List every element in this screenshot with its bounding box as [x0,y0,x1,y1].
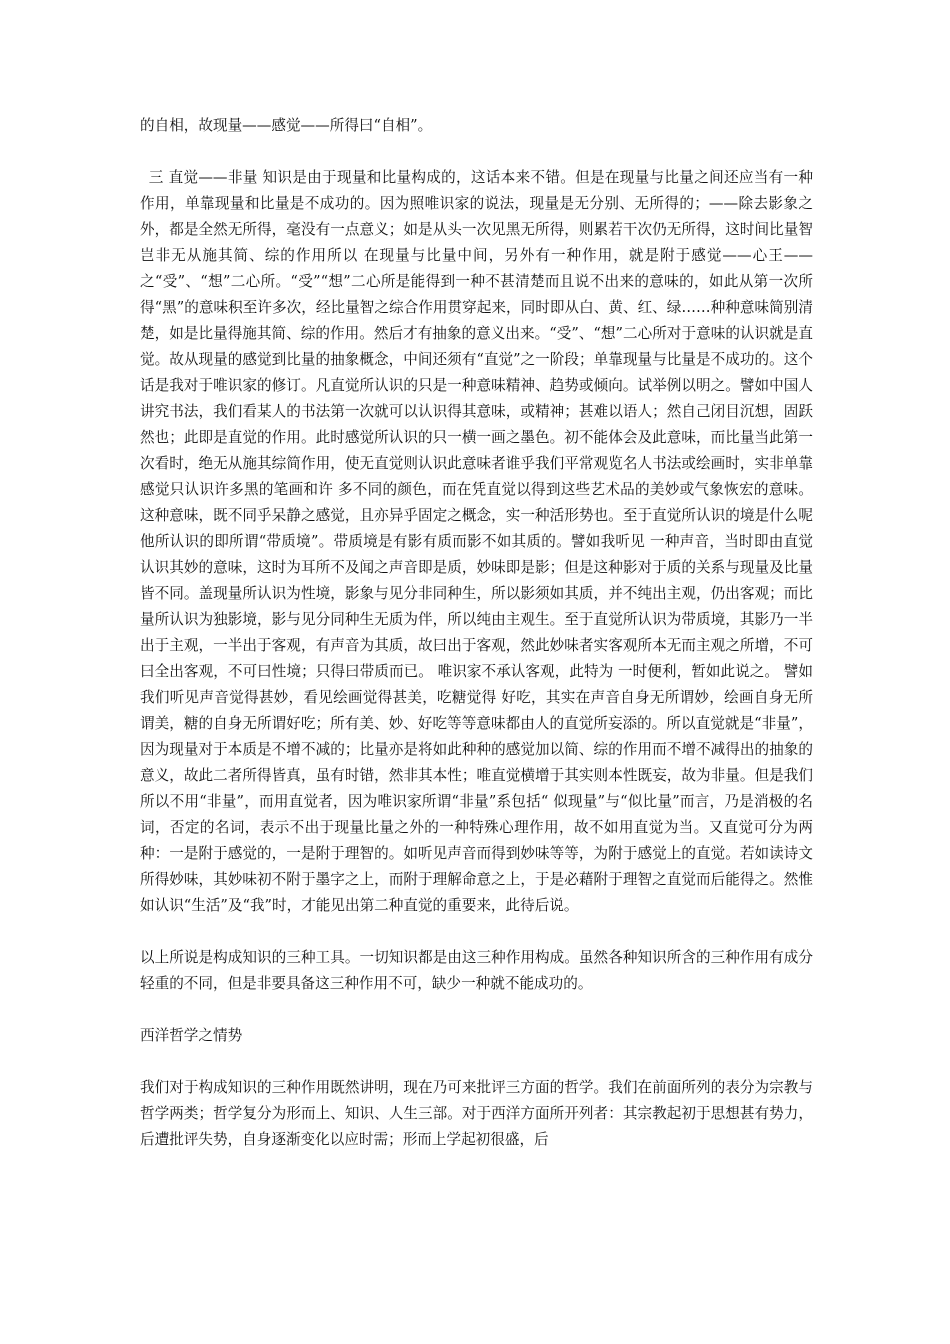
document-page [140,113,813,1153]
paragraph-intuition-non-valid: 三 直觉——非量 知识是由于现量和比量构成的，这话本来不错。但是在现量与比量之间还应当有一种作用，单靠现量和比量是不成功的。因为照唯识家的说法，现量是无分别、无所得的；——除去影象之外，都是全然无所得，毫没有一点意义；如是从头一次见黑无所得，则累若干次仍无所得，这时间比量智岂非无从施其简、综的作用所以 在现量与比量中间，另外有一种作用，就是附于感觉——心王——之“受”、“想”二心所。“受”“想”二心所是能得到一种不甚清楚而且说不出来的意味的，如此从第一次所得“黑”的意味积至许多次，经比量智之综合作用贯穿起来，同时即从白、黄、红、绿……种种意味简别清楚，如是比量得施其简、综的作用。然后才有抽象的意义出来。“受”、“想”二心所对于意味的认识就是直觉。故从现量的感觉到比量的抽象概念，中间还须有“直觉”之一阶段；单靠现量与比量是不成功的。这个话是我对于唯识家的修订。凡直觉所认识的只是一种意味精神、趋势或倾向。试举例以明之。譬如中国人讲究书法，我们看某人的书法第一次就可以认识得其意味，或精神；甚难以语人；然自己闭目沉想，固跃然也；此即是直觉的作用。此时感觉所认识的只一横一画之墨色。初不能体会及此意味，而比量当此第一次看时，绝无从施其综简作用，使无直觉则认识此意味者谁乎我们平常观览名人书法或绘画时，实非单靠感觉只认识许多黑的笔画和许 多不同的颜色，而在凭直觉以得到这些艺术品的美妙或气象恢宏的意味。这种意味，既不同乎呆静之感觉，且亦异乎固定之概念，实一种活形势也。至于直觉所认识的境是什么呢他所认识的即所谓“带质境”。带质境是有影有质而影不如其质的。譬如我听见 一种声音，当时即由直觉认识其妙的意味，这时为耳所不及闻之声音即是质，妙味即是影；但是这种影对于质的关系与现量及比量皆不同。盖现量所认识为性境，影象与见分非同种生，所以影须如其质，并不纯出主观，仍出客观；而比量所认识为独影境，影与见分同种生无质为伴，所以纯由主观生。至于直觉所认识为带质境，其影乃一半出于主观，一半出于客观，有声音为其质，故曰出于客观，然此妙味者实客观所本无而主观之所增，不可曰全出客观，不可曰性境；只得曰带质而已。 唯识家不承认客观，此特为 一时便利，暂如此说之。 譬如我们听见声音觉得甚妙，看见绘画觉得甚美，吃糖觉得 好吃，其实在声音自身无所谓妙，绘画自身无所谓美，糖的自身无所谓好吃；所有美、妙、好吃等等意味都由人的直觉所妄添的。所以直觉就是“非量”，因为现量对于本质是不增不减的；比量亦是将如此种种的感觉加以简、综的作用而不增不减得出的抽象的意义，故此二者所得皆真，虽有时错，然非其本性；唯直觉横增于其实则本性既妄，故为非量。但是我们所以不用“非量”，而用直觉者，因为唯识家所谓“非量”系包括“ 似现量”与“似比量”而言，乃是消极的名词，否定的名词，表示不出于现量比量之外的一种特殊心理作用，故不如用直觉为当。又直觉可分为两种：一是附于感觉的，一是附于理智的。如听见声音而得到妙味等等，为附于感觉上的直觉。若如读诗文所得妙味，其妙味初不附于墨字之上，而附于理解命意之上，于是必藉附于理智之直觉而后能得之。然惟如认识“生活”及“我”时，才能见出第二种直觉的重要来，此待后说。 [140,169,813,914]
section-heading: 西洋哲学之情势 [140,1027,243,1044]
paragraph-spacer [140,997,813,1023]
paragraph-spacer [140,1049,813,1075]
paragraph-self-aspect: 的自相，故现量——感觉——所得曰“自相”。 [140,117,433,134]
paragraph-spacer [140,919,813,945]
paragraph-western-philosophy: 我们对于构成知识的三种作用既然讲明，现在乃可来批评三方面的哲学。我们在前面所列的表分为宗教与哲学两类；哲学复分为形而上、知识、人生三部。对于西洋方面所开列者：其宗教起初于思想甚有势力，后遭批评失势，自身逐渐变化以应时需；形而上学起初很盛，后 [140,1079,813,1148]
paragraph-three-tools: 以上所说是构成知识的三种工具。一切知识都是由这三种作用构成。虽然各种知识所含的三种作用有成分轻重的不同，但是非要具备这三种作用不可，缺少一种就不能成功的。 [140,949,813,992]
paragraph-spacer [140,139,813,165]
